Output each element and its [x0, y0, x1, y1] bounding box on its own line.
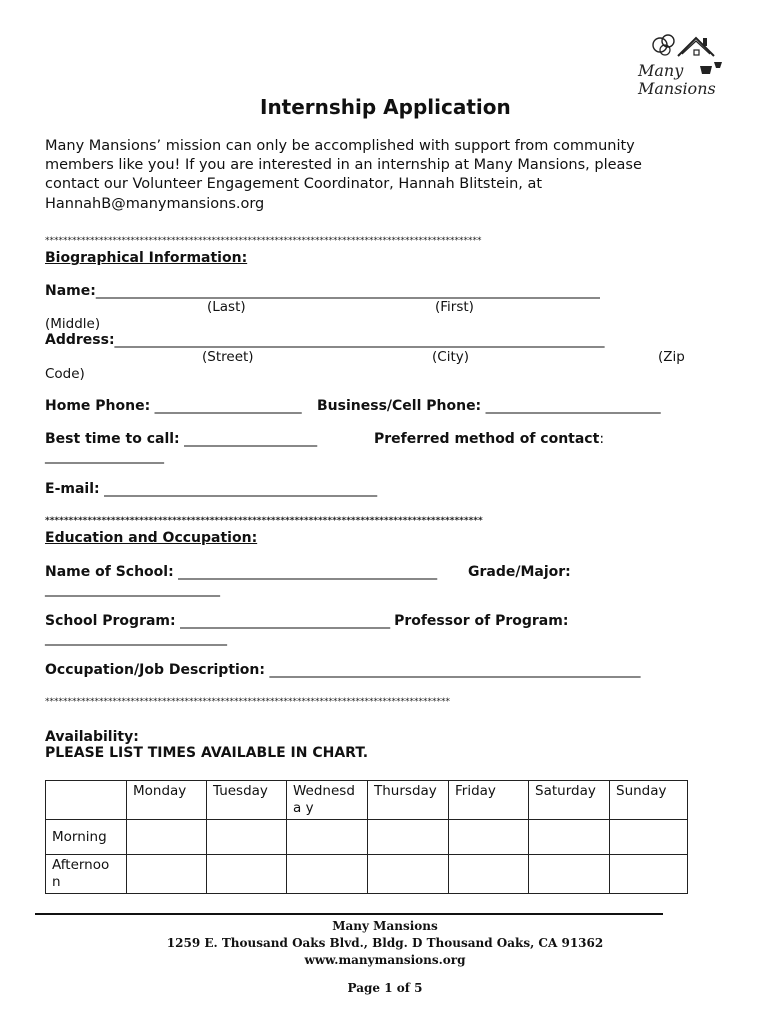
- availability-cell[interactable]: [287, 855, 368, 894]
- home-phone-label: Home Phone:: [45, 398, 151, 414]
- table-header-cell: Friday: [449, 781, 529, 820]
- table-header-cell: Thursday: [368, 781, 449, 820]
- professor-field[interactable]: __________________________: [45, 630, 227, 646]
- table-header-cell: Wednesda y: [287, 781, 368, 820]
- availability-cell[interactable]: [610, 820, 688, 855]
- svg-text:Many: Many: [638, 61, 684, 80]
- availability-cell[interactable]: [368, 855, 449, 894]
- name-sub-last: (Last): [207, 299, 246, 315]
- program-label: School Program:: [45, 613, 176, 629]
- table-header-cell: [46, 781, 127, 820]
- page-number: Page 1 of 5: [347, 981, 423, 995]
- school-row: [45, 564, 437, 580]
- availability-table: [45, 780, 688, 894]
- footer-website: www.manymansions.org: [304, 953, 466, 967]
- grade-label: Grade/Major:: [468, 564, 571, 580]
- preferred-field[interactable]: _________________: [45, 448, 164, 464]
- school-label: Name of School:: [45, 564, 174, 580]
- bio-heading: Biographical Information:: [45, 250, 248, 266]
- school-field[interactable]: _____________________________________: [178, 564, 438, 580]
- name-label: Name:: [45, 283, 96, 299]
- business-phone-row: [317, 398, 661, 414]
- table-header-cell: Monday: [127, 781, 207, 820]
- availability-cell[interactable]: [207, 820, 287, 855]
- address-label: Address:: [45, 332, 115, 348]
- table-header-row: [46, 781, 688, 820]
- many-mansions-logo: [634, 32, 726, 98]
- program-row: [45, 613, 568, 629]
- house-logo-icon: [634, 32, 726, 98]
- occupation-field[interactable]: _____________________________________________________: [269, 662, 641, 678]
- occupation-label: Occupation/Job Description:: [45, 662, 265, 678]
- intro-line-2: members like you! If you are interested in an internship at Many Mansions, please: [45, 157, 642, 173]
- email-label: E-mail:: [45, 481, 100, 497]
- intro-line-3: contact our Volunteer Engagement Coordinator, Hannah Blitstein, at: [45, 176, 543, 192]
- table-row: [46, 855, 688, 894]
- grade-field[interactable]: _________________________: [45, 581, 220, 597]
- best-time-field[interactable]: ___________________: [184, 431, 318, 447]
- intro-line-1: Many Mansions’ mission can only be accomplished with support from community: [45, 138, 635, 154]
- availability-cell[interactable]: [287, 820, 368, 855]
- name-sub-first: (First): [435, 299, 474, 315]
- availability-cell[interactable]: [449, 820, 529, 855]
- address-field[interactable]: ______________________________________________________________________: [114, 332, 605, 348]
- row-label-morning: Morning: [46, 820, 127, 855]
- table-header-cell: Sunday: [610, 781, 688, 820]
- availability-cell[interactable]: [449, 855, 529, 894]
- table-header-cell: Saturday: [529, 781, 610, 820]
- separator-3: ******************************************************************************************: [45, 697, 450, 707]
- address-row: [45, 332, 605, 348]
- table-header-cell: Tuesday: [207, 781, 287, 820]
- availability-instruction: PLEASE LIST TIMES AVAILABLE IN CHART.: [45, 745, 369, 761]
- home-phone-row: [45, 398, 302, 414]
- availability-cell[interactable]: [127, 855, 207, 894]
- best-time-row: [45, 431, 317, 447]
- business-phone-label: Business/Cell Phone:: [317, 398, 482, 414]
- preferred-row: [374, 431, 604, 447]
- footer-org: Many Mansions: [332, 919, 438, 933]
- addr-sub-code: Code): [45, 366, 85, 382]
- availability-heading: Availability:: [45, 729, 139, 745]
- business-phone-field[interactable]: _________________________: [485, 398, 661, 414]
- separator-1: *************************************************************************************************: [45, 236, 482, 246]
- availability-cell[interactable]: [127, 820, 207, 855]
- professor-label: Professor of Program:: [394, 613, 569, 629]
- addr-sub-street: (Street): [202, 349, 254, 365]
- row-label-afternoon: Afternoo n: [46, 855, 127, 894]
- svg-text:Mansions: Mansions: [638, 79, 716, 98]
- best-time-label: Best time to call:: [45, 431, 180, 447]
- email-row: [45, 481, 377, 497]
- name-sub-middle: (Middle): [45, 316, 101, 332]
- page-title: Internship Application: [260, 95, 511, 119]
- footer-rule: [35, 913, 663, 915]
- availability-cell[interactable]: [207, 855, 287, 894]
- table-row: [46, 820, 688, 855]
- home-phone-field[interactable]: _____________________: [154, 398, 302, 414]
- addr-sub-city: (City): [432, 349, 469, 365]
- availability-cell[interactable]: [529, 820, 610, 855]
- name-row: [45, 283, 600, 299]
- name-field[interactable]: ________________________________________________________________________: [95, 283, 600, 299]
- email-field[interactable]: _______________________________________: [104, 481, 378, 497]
- occupation-row: [45, 662, 640, 678]
- preferred-colon: :: [599, 431, 605, 447]
- availability-cell[interactable]: [610, 855, 688, 894]
- separator-2: *********************************************************************************************: [45, 516, 483, 526]
- availability-cell[interactable]: [529, 855, 610, 894]
- edu-heading: Education and Occupation:: [45, 530, 258, 546]
- program-field[interactable]: ______________________________: [180, 613, 391, 629]
- intro-email: HannahB@manymansions.org: [45, 196, 265, 212]
- preferred-label: Preferred method of contact: [374, 431, 600, 447]
- footer-address: 1259 E. Thousand Oaks Blvd., Bldg. D Thousand Oaks, CA 91362: [166, 936, 604, 950]
- availability-cell[interactable]: [368, 820, 449, 855]
- addr-sub-zip: (Zip: [658, 349, 685, 365]
